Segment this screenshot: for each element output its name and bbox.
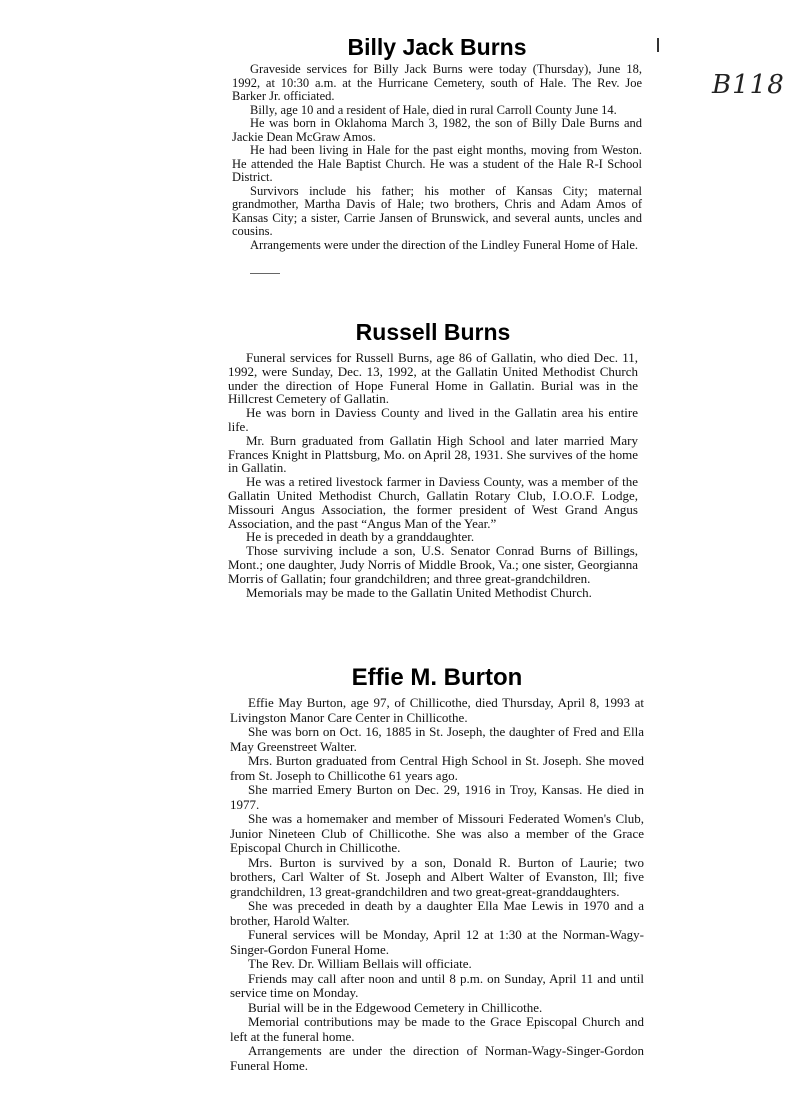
obituary-title: Russell Burns bbox=[355, 319, 511, 345]
obituary-paragraph: Burial will be in the Edgewood Cemetery in Chillicothe. bbox=[248, 999, 543, 1015]
obituary-paragraph: Arrangements were under the direction of the Lindley Funeral Home of Hale. bbox=[250, 237, 639, 252]
obituary-paragraph: Memorials may be made to the Gallatin United Methodist Church. bbox=[246, 584, 592, 600]
obituary-paragraph: Those surviving include a son, U.S. Senator Conrad Burns of Billings, Mont.; one daughter, Judy Norris of Middle Brook, Va.; one sister, Georgianna Morris of Gallatin; four grandchildren; and three great-grandchildren. bbox=[228, 543, 638, 586]
obituary-paragraph: The Rev. Dr. William Bellais will officiate. bbox=[248, 956, 472, 971]
margin-note: B118 bbox=[712, 70, 785, 100]
obituary-paragraph: Mrs. Burton graduated from Central High School in St. Joseph. She moved from St. Joseph to Chillicothe 61 years ago. bbox=[230, 753, 644, 783]
obituary-paragraph: Mrs. Burton is survived by a son, Donald R. Burton of Laurie; two brothers, Carl Walter of St. Joseph and Albert Walter of Evanston, Ill; five grandchildren, 13 great-grandchildren and two great-great-granddaughters. bbox=[230, 854, 644, 899]
obituary-effie-m-burton bbox=[230, 664, 644, 1073]
obituary-paragraph: Arrangements are under the direction of Norman-Wagy-Singer-Gordon Funeral Home. bbox=[230, 1043, 644, 1073]
obituary-paragraph: Billy, age 10 and a resident of Hale, died in rural Carroll County June 14. bbox=[250, 102, 617, 117]
obituary-title: Effie M. Burton bbox=[351, 664, 523, 691]
obituary-paragraph: She was born on Oct. 16, 1885 in St. Joseph, the daughter of Fred and Ella May Greenstreet Walter. bbox=[230, 724, 644, 754]
obituary-title: Billy Jack Burns bbox=[347, 34, 527, 60]
obituary-paragraph: Memorial contributions may be made to the Grace Episcopal Church and left at the funeral home. bbox=[230, 1014, 644, 1044]
obituary-paragraph: She was preceded in death by a daughter Ella Mae Lewis in 1970 and a brother, Harold Walter. bbox=[230, 898, 644, 928]
obituary-paragraph: Funeral services will be Monday, April 12 at 1:30 at the Norman-Wagy-Singer-Gordon Funeral Home. bbox=[230, 927, 644, 957]
obituary-paragraph: He had been living in Hale for the past eight months, moving from Weston. He attended the Hale Baptist Church. He was a student of the Hale R-I School District. bbox=[232, 143, 642, 184]
obituary-paragraph: Mr. Burn graduated from Gallatin High School and later married Mary Frances Knight in Plattsburg, Mo. on April 28, 1931. She survives of the home in Gallatin. bbox=[228, 432, 638, 476]
obituary-paragraph: Friends may call after noon and until 8 p.m. on Sunday, April 11 and until service time on Monday. bbox=[230, 970, 644, 1000]
stray-mark bbox=[657, 38, 659, 52]
divider-mark bbox=[250, 273, 280, 274]
obituary-russell-burns bbox=[228, 318, 638, 599]
obituary-paragraph: Effie May Burton, age 97, of Chillicothe, died Thursday, April 8, 1993 at Livingston Manor Care Center in Chillicothe. bbox=[230, 695, 644, 725]
obituary-paragraph: Survivors include his father; his mother of Kansas City; maternal grandmother, Martha Davis of Hale; two brothers, Chris and Adam Amos of Kansas City; a sister, Carrie Jansen of Brunswick, and several aunts, uncles and cousins. bbox=[232, 183, 642, 238]
obituary-paragraph: He was a retired livestock farmer in Daviess County, was a member of the Gallatin United Methodist Church, Gallatin Rotary Club, I.O.O.F. Lodge, Missouri Angus Association, the former president of West Grand Angus Association, and the past “Angus Man of the Year.” bbox=[228, 474, 638, 531]
obituary-paragraph: Graveside services for Billy Jack Burns were today (Thursday), June 18, 1992, at 10:30 a.m. at the Hurricane Cemetery, south of Hale. The Rev. Joe Barker Jr. officiated. bbox=[232, 62, 642, 103]
obituary-paragraph: She was a homemaker and member of Missouri Federated Women's Club, Junior Nineteen Club of Chillicothe. She was also a member of the Grace Episcopal Church in Chillicothe. bbox=[230, 811, 644, 855]
obituary-paragraph: He was born in Daviess County and lived in the Gallatin area his entire life. bbox=[228, 405, 638, 434]
obituary-paragraph: She married Emery Burton on Dec. 29, 1916 in Troy, Kansas. He died in 1977. bbox=[230, 782, 644, 812]
obituary-paragraph: He is preceded in death by a granddaughter. bbox=[246, 529, 475, 545]
obituary-billy-jack-burns bbox=[232, 33, 642, 252]
obituary-paragraph: He was born in Oklahoma March 3, 1982, the son of Billy Dale Burns and Jackie Dean McGraw Amos. bbox=[232, 116, 642, 144]
obituary-paragraph: Funeral services for Russell Burns, age 86 of Gallatin, who died Dec. 11, 1992, were Sunday, Dec. 13, 1992, at the Gallatin United Methodist Church under the direction of Hope Funeral Home in Gallatin. Burial was in the Hillcrest Cemetery of Gallatin. bbox=[228, 350, 638, 407]
